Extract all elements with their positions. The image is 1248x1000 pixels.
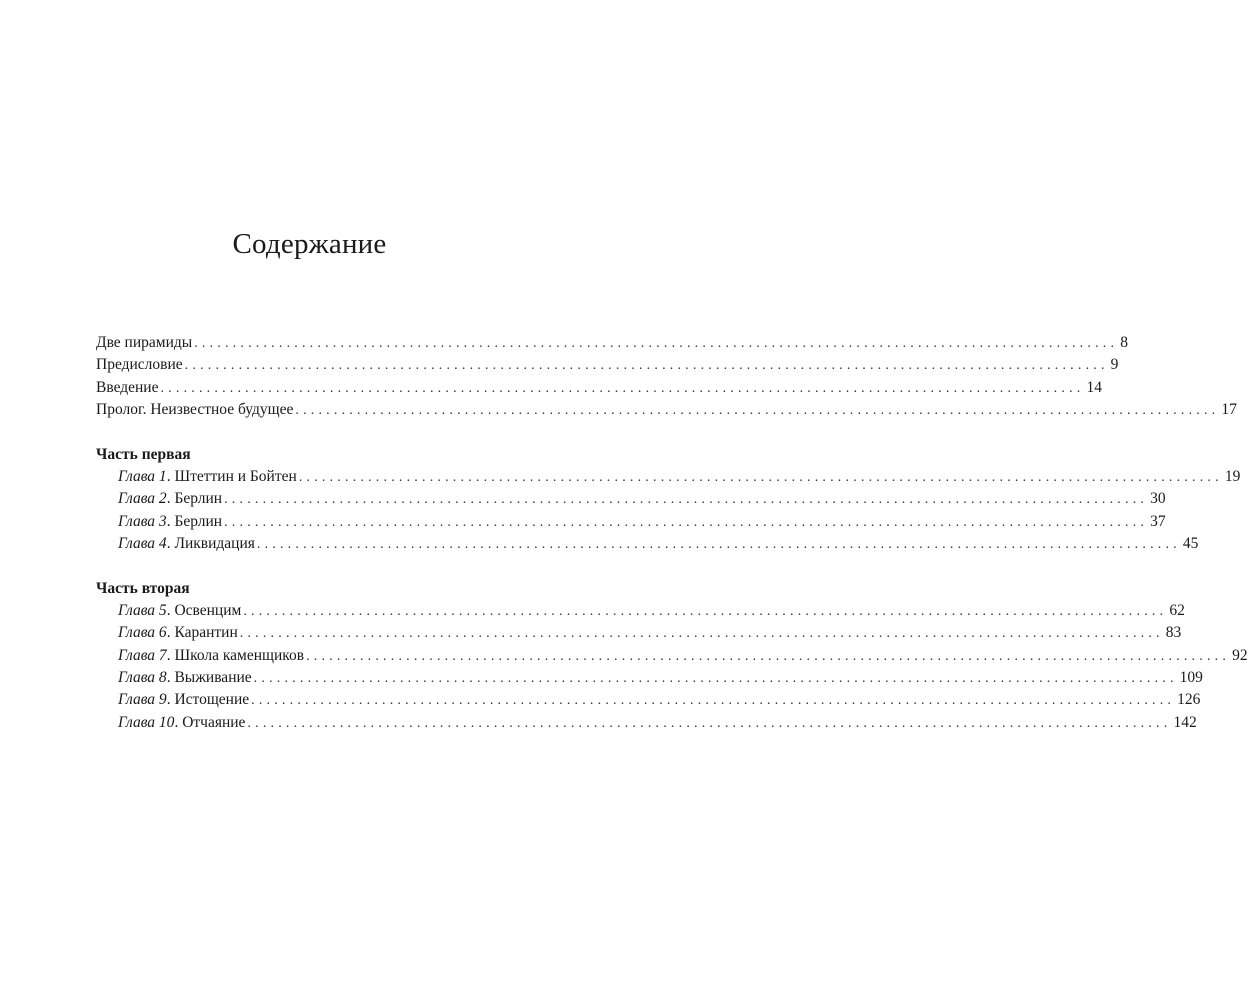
dot-leader: ........................................................................................................................ bbox=[253, 671, 1178, 687]
chapter-prefix: Глава 2 bbox=[118, 490, 167, 508]
entry-page: 8 bbox=[1120, 334, 1128, 351]
chapter-title: Берлин bbox=[174, 490, 223, 508]
chapter-title: Берлин bbox=[174, 512, 223, 530]
part-heading: Часть вторая bbox=[96, 579, 190, 597]
toc-chapter-entry[interactable] bbox=[96, 466, 1241, 488]
toc-entry[interactable] bbox=[96, 354, 1119, 376]
chapter-separator: . bbox=[166, 669, 175, 687]
dot-leader: ........................................................................................................................ bbox=[298, 469, 1223, 485]
chapter-prefix: Глава 5 bbox=[118, 601, 167, 619]
chapter-separator: . bbox=[166, 512, 175, 530]
front-matter-list bbox=[96, 332, 1237, 422]
toc-chapter-entry[interactable] bbox=[96, 600, 1185, 622]
chapter-prefix: Глава 10 bbox=[118, 713, 175, 731]
chapter-separator: . bbox=[174, 713, 183, 731]
part-heading: Часть первая bbox=[96, 445, 191, 463]
entry-page: 126 bbox=[1177, 691, 1201, 709]
dot-leader: ........................................................................................................................ bbox=[251, 693, 1176, 709]
chapter-title-group bbox=[118, 667, 252, 689]
chapter-title: Карантин bbox=[174, 624, 238, 642]
part-section bbox=[96, 578, 1248, 735]
toc-chapter-entry[interactable] bbox=[96, 511, 1166, 533]
dot-leader: ........................................................................................................................ bbox=[247, 715, 1172, 731]
part-section bbox=[96, 444, 1241, 556]
dot-leader: ........................................................................................................................ bbox=[184, 358, 1109, 374]
toc-entry[interactable] bbox=[96, 399, 1237, 421]
toc-entry[interactable] bbox=[96, 332, 1128, 354]
dot-leader: ........................................................................................................................ bbox=[239, 626, 1164, 642]
entry-page: 62 bbox=[1169, 601, 1185, 619]
chapter-prefix: Глава 9 bbox=[118, 691, 167, 709]
entry-title: Введение bbox=[96, 378, 159, 396]
chapter-separator: . bbox=[166, 646, 175, 664]
toc-chapter-entry[interactable] bbox=[96, 533, 1199, 555]
chapter-separator: . bbox=[166, 624, 175, 642]
chapter-separator: . bbox=[166, 490, 175, 508]
entry-page: 45 bbox=[1182, 535, 1199, 553]
toc-chapter-entry[interactable] bbox=[96, 712, 1197, 734]
chapter-separator: . bbox=[166, 535, 175, 553]
dot-leader: ........................................................................................................................ bbox=[243, 603, 1168, 619]
table-of-contents bbox=[96, 332, 1248, 734]
dot-leader: ........................................................................................................................ bbox=[256, 537, 1181, 553]
entry-page: 109 bbox=[1179, 669, 1203, 687]
chapter-title: Истощение bbox=[174, 691, 250, 709]
chapter-title-group bbox=[118, 712, 245, 734]
toc-chapter-entry[interactable] bbox=[96, 667, 1203, 689]
toc-entry[interactable] bbox=[96, 377, 1102, 399]
dot-leader: ........................................................................................................................ bbox=[306, 648, 1231, 664]
dot-leader: ........................................................................................................................ bbox=[160, 380, 1085, 396]
entry-page: 83 bbox=[1165, 624, 1182, 642]
chapter-title-group bbox=[118, 645, 304, 667]
chapter-title: Штеттин и Бойтен bbox=[174, 467, 297, 485]
toc-chapter-entry[interactable] bbox=[96, 488, 1166, 510]
entry-page: 92 bbox=[1232, 646, 1248, 664]
entry-page: 30 bbox=[1150, 490, 1166, 508]
entry-page: 17 bbox=[1221, 401, 1237, 419]
entry-page: 142 bbox=[1173, 713, 1197, 731]
dot-leader: ........................................................................................................................ bbox=[295, 403, 1220, 419]
entry-title: Две пирамиды bbox=[96, 334, 193, 351]
page-title: Содержание bbox=[232, 228, 387, 260]
entry-page: 19 bbox=[1224, 467, 1241, 485]
chapter-separator: . bbox=[166, 601, 175, 619]
entry-page: 37 bbox=[1150, 512, 1166, 530]
chapter-separator: . bbox=[166, 691, 175, 709]
chapter-title-group bbox=[118, 689, 249, 711]
chapter-prefix: Глава 8 bbox=[118, 669, 167, 687]
chapter-prefix: Глава 3 bbox=[118, 512, 167, 530]
chapter-prefix: Глава 4 bbox=[118, 535, 167, 553]
chapter-title: Выживание bbox=[174, 669, 252, 687]
chapter-separator: . bbox=[166, 467, 175, 485]
entry-page: 14 bbox=[1086, 378, 1102, 396]
toc-chapter-entry[interactable] bbox=[96, 622, 1182, 644]
chapter-title-group bbox=[118, 511, 222, 533]
chapter-prefix: Глава 7 bbox=[118, 646, 167, 664]
entry-page: 9 bbox=[1110, 356, 1119, 374]
toc-chapter-entry[interactable] bbox=[96, 645, 1248, 667]
chapter-title: Отчаяние bbox=[182, 713, 246, 731]
chapter-title: Школа каменщиков bbox=[174, 646, 305, 664]
toc-chapter-entry[interactable] bbox=[96, 689, 1201, 711]
dot-leader: ........................................................................................................................ bbox=[224, 492, 1149, 508]
dot-leader: ........................................................................................................................ bbox=[224, 514, 1149, 530]
chapter-prefix: Глава 6 bbox=[118, 624, 167, 642]
chapter-title: Освенцим bbox=[174, 601, 242, 619]
chapter-title-group bbox=[118, 533, 255, 555]
chapter-title-group bbox=[118, 600, 241, 622]
entry-title: Пролог. Неизвестное будущее bbox=[96, 401, 294, 419]
chapter-title-group bbox=[118, 466, 297, 488]
entry-title: Предисловие bbox=[96, 356, 183, 374]
chapter-prefix: Глава 1 bbox=[118, 467, 167, 485]
chapter-title-group bbox=[118, 488, 222, 510]
dot-leader: ........................................................................................................................ bbox=[194, 336, 1119, 351]
chapter-title: Ликвидация bbox=[174, 535, 255, 553]
chapter-title-group bbox=[118, 622, 238, 644]
